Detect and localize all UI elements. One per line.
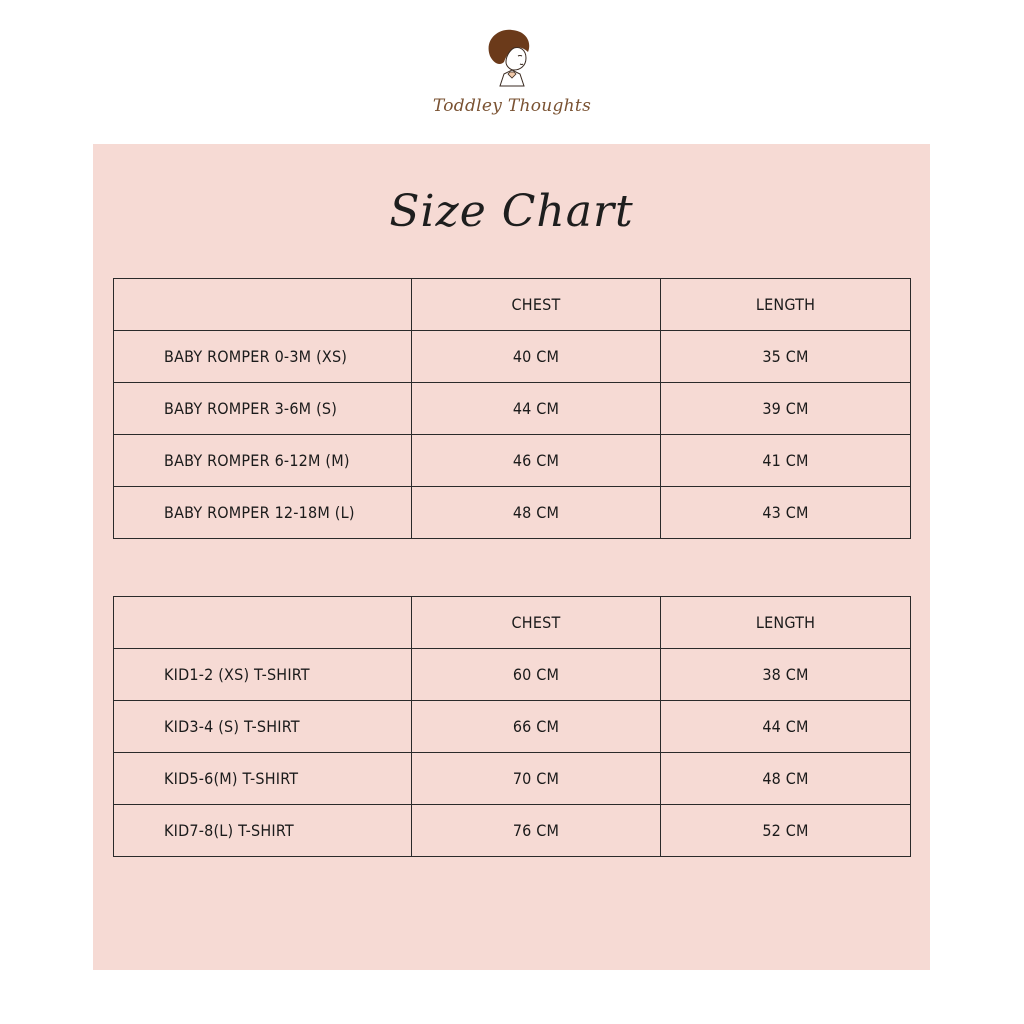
length-value: 43 CM xyxy=(661,487,911,539)
chest-value: 40 CM xyxy=(412,331,661,383)
header-cell-blank xyxy=(114,597,412,649)
size-label: KID3-4 (S) T-SHIRT xyxy=(114,701,412,753)
length-value: 44 CM xyxy=(661,701,911,753)
kid-tshirt-size-table xyxy=(113,596,911,857)
header-cell-blank xyxy=(114,279,412,331)
table-header-row xyxy=(114,597,911,649)
chest-value: 66 CM xyxy=(412,701,661,753)
chest-value: 46 CM xyxy=(412,435,661,487)
chest-value: 60 CM xyxy=(412,649,661,701)
size-label: KID7-8(L) T-SHIRT xyxy=(114,805,412,857)
table-row xyxy=(114,383,911,435)
size-label: BABY ROMPER 6-12M (M) xyxy=(114,435,412,487)
table-row xyxy=(114,753,911,805)
chest-value: 70 CM xyxy=(412,753,661,805)
child-face-logo-icon xyxy=(480,26,538,90)
size-label: BABY ROMPER 3-6M (S) xyxy=(114,383,412,435)
brand-name: Toddley Thoughts xyxy=(432,96,592,116)
length-value: 48 CM xyxy=(661,753,911,805)
size-label: BABY ROMPER 0-3M (XS) xyxy=(114,331,412,383)
length-value: 39 CM xyxy=(661,383,911,435)
brand-header xyxy=(0,22,1024,132)
table-header-row xyxy=(114,279,911,331)
table-row xyxy=(114,649,911,701)
chest-value: 44 CM xyxy=(412,383,661,435)
length-value: 35 CM xyxy=(661,331,911,383)
baby-romper-size-table xyxy=(113,278,911,539)
header-cell-chest: CHEST xyxy=(412,279,661,331)
size-label: KID5-6(M) T-SHIRT xyxy=(114,753,412,805)
size-label: BABY ROMPER 12-18M (L) xyxy=(114,487,412,539)
table-row xyxy=(114,331,911,383)
header-cell-length: LENGTH xyxy=(661,279,911,331)
size-label: KID1-2 (XS) T-SHIRT xyxy=(114,649,412,701)
header-cell-length: LENGTH xyxy=(661,597,911,649)
table-row xyxy=(114,805,911,857)
length-value: 41 CM xyxy=(661,435,911,487)
chest-value: 76 CM xyxy=(412,805,661,857)
size-chart-panel xyxy=(93,144,930,970)
table-row xyxy=(114,487,911,539)
chest-value: 48 CM xyxy=(412,487,661,539)
page-title: Size Chart xyxy=(389,186,634,237)
header-cell-chest: CHEST xyxy=(412,597,661,649)
table-row xyxy=(114,435,911,487)
length-value: 52 CM xyxy=(661,805,911,857)
length-value: 38 CM xyxy=(661,649,911,701)
table-row xyxy=(114,701,911,753)
